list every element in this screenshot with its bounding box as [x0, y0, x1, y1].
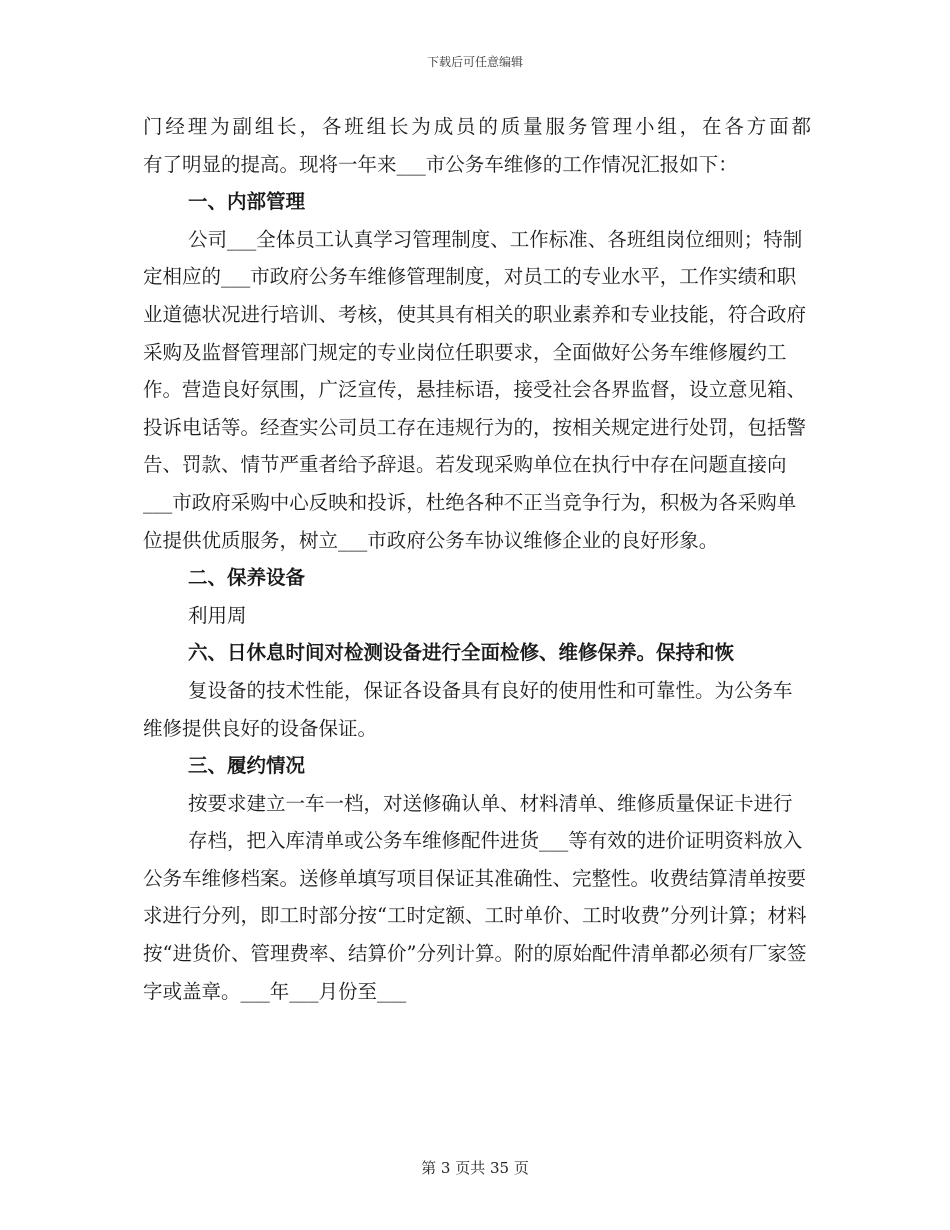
paragraph-continuation: 门经理为副组长，各班组长为成员的质量服务管理小组，在各方面都 — [143, 115, 811, 138]
page-footer-page-number: 第 3 页共 35 页 — [421, 1159, 529, 1177]
paragraph-internal-management: 公司___全体员工认真学习管理制度、工作标准、各班组岗位细则；特制定相应的___市政府公务车维修管理制度，对员工的专业水平，工作实绩和职业道德状况进行培训、考核，使其具有相关的职业素养和专业技能，符合政府采购及监督管理部门规定的专业岗位任职要求，全面做好公务车维修履约工作。营造良好氛围，广泛宣传，悬挂标语，接受社会各界监督，设立意见箱、投诉电话等。经查实公司员工存在违规行为的，按相关规定进行处罚，包括警告、罚款、情节严重者给予辞退。若发现采购单位在执行中存在问题直接向___市政府采购中心反映和投诉，杜绝各种不正当竞争行为，积极为各采购单位提供优质服务，树立___市政府公务车协议维修企业的良好形象。 — [143, 227, 807, 552]
paragraph-contract-first: 按要求建立一车一档，对送修确认单、材料清单、维修质量保证卡进行 — [188, 791, 793, 815]
section-heading-equipment-maintenance: 二、保养设备 — [188, 566, 306, 590]
paragraph-equipment-bold-line: 六、日休息时间对检测设备进行全面检修、维修保养。保持和恢 — [188, 641, 735, 665]
paragraph-equipment-body: 复设备的技术性能，保证各设备具有良好的使用性和可靠性。为公务车维修提供良好的设备保证。 — [143, 678, 793, 740]
paragraph-intro-end: 有了明显的提高。现将一年来___市公务车维修的工作情况汇报如下： — [143, 152, 738, 176]
paragraph-contract-archive: 存档，把入库清单或公务车维修配件进货___等有效的进价证明资料放入公务车维修档案。送修单填写项目保证其准确性、完整性。收费结算清单按要求进行分列，即工时部分按“工时定额、工时单价、工时收费”分列计算；材料按“进货价、管理费率、结算价”分列计算。附的原始配件清单都必须有厂家签字或盖章。___年___月份至___ — [143, 829, 807, 1003]
section-heading-contract-performance: 三、履约情况 — [188, 754, 306, 778]
paragraph-equipment-start: 利用周 — [188, 603, 247, 627]
page-header: 下载后可任意编辑 — [426, 55, 523, 69]
section-heading-internal-management: 一、内部管理 — [188, 190, 306, 214]
document-body — [143, 108, 811, 1010]
